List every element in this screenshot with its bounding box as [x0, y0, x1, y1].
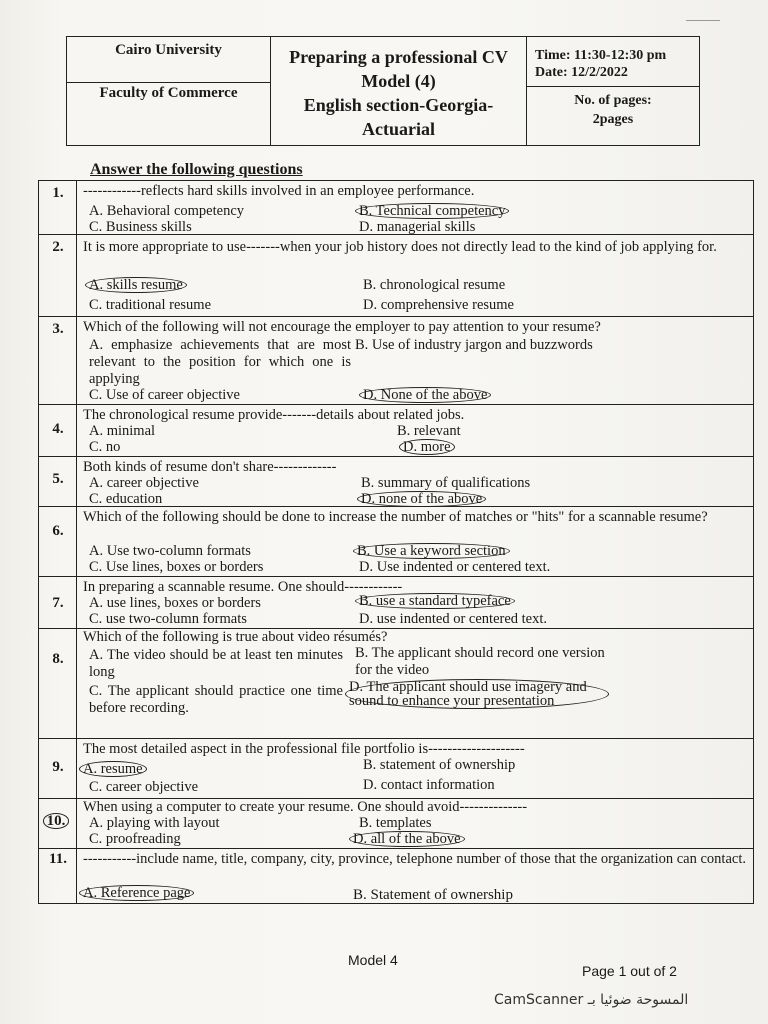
- question-body: [83, 851, 747, 868]
- question-number: 6.: [52, 523, 64, 539]
- option-c[interactable]: C. traditional resume: [89, 297, 212, 313]
- question-stem: The most detailed aspect in the professional file portfolio is--------------------: [83, 741, 525, 757]
- page-number: Page 1 out of 2: [582, 963, 677, 979]
- question-row: [39, 405, 753, 457]
- option-d[interactable]: D. use indented or centered text.: [359, 611, 548, 627]
- option-d[interactable]: [353, 831, 465, 848]
- question-stem: Which of the following is true about video résumés?: [83, 629, 388, 645]
- exam-header: [66, 36, 700, 146]
- option-b[interactable]: B. statement of ownership: [363, 757, 516, 773]
- option-b[interactable]: [357, 543, 510, 560]
- exam-date: Date: 12/2/2022: [535, 65, 628, 80]
- question-stem: Which of the following should be done to increase the number of matches or "hits" for a scannable resume?: [83, 509, 708, 525]
- option-a[interactable]: [83, 885, 194, 902]
- option-a[interactable]: A. The video should be at least ten minutes long: [89, 647, 343, 680]
- option-d[interactable]: D. comprehensive resume: [363, 297, 514, 313]
- option-c[interactable]: C. Use of career objective: [89, 387, 240, 403]
- answer-circle: B. Technical competency: [355, 203, 509, 219]
- question-number: 1.: [52, 185, 64, 201]
- question-stem: When using a computer to create your resume. One should avoid--------------: [83, 799, 528, 815]
- title-line-2: Model (4): [361, 71, 436, 91]
- scanner-watermark: CamScanner المسوحة ضوئيا بـ: [494, 992, 689, 1008]
- option-c[interactable]: C. use two-column formats: [89, 611, 247, 627]
- question-stem: Both kinds of resume don't share-------------: [83, 459, 337, 475]
- time-date-cell: [527, 37, 699, 87]
- option-d[interactable]: D. contact information: [363, 777, 495, 793]
- option-a[interactable]: A. use lines, boxes or borders: [89, 595, 261, 611]
- question-number: 5.: [52, 471, 64, 487]
- option-b[interactable]: [359, 203, 509, 220]
- question-body: [83, 183, 747, 200]
- question-number: 8.: [52, 651, 64, 667]
- divider: [686, 20, 720, 21]
- question-body: [83, 799, 747, 816]
- answer-circle: B. use a standard typeface: [355, 593, 515, 609]
- question-stem: -----------include name, title, company, city, province, telephone number of those that the organization can contact.: [83, 851, 746, 867]
- question-stem: It is more appropriate to use-------when your job history does not directly lead to the kind of job applying for.: [83, 239, 717, 255]
- question-stem: The chronological resume provide-------details about related jobs.: [83, 407, 465, 423]
- question-row: [39, 849, 753, 905]
- option-a[interactable]: A. Behavioral competency: [89, 203, 245, 219]
- title-line-1: Preparing a professional CV: [289, 47, 508, 67]
- title-line-4: Actuarial: [362, 119, 435, 139]
- option-b[interactable]: B. summary of qualifications: [361, 475, 531, 491]
- answer-circle: B. Use a keyword section: [353, 543, 510, 559]
- question-body: [83, 319, 747, 336]
- option-d[interactable]: D. Use indented or centered text.: [359, 559, 551, 575]
- question-body: [83, 407, 747, 424]
- option-c[interactable]: C. career objective: [89, 779, 199, 795]
- header-left: [67, 37, 271, 145]
- questions-table: [38, 180, 754, 904]
- option-d[interactable]: [361, 491, 486, 508]
- option-d[interactable]: [403, 439, 455, 456]
- option-b[interactable]: B. chronological resume: [363, 277, 506, 293]
- question-row: [39, 799, 753, 849]
- faculty-name: Faculty of Commerce: [99, 85, 238, 101]
- option-a[interactable]: [83, 761, 147, 778]
- instructions: Answer the following questions: [90, 161, 303, 178]
- question-number: [39, 813, 77, 830]
- answer-circle: 10.: [43, 813, 70, 829]
- option-c[interactable]: C. Use lines, boxes or borders: [89, 559, 264, 575]
- question-number: 7.: [52, 595, 64, 611]
- question-body: [83, 629, 747, 646]
- question-row: [39, 181, 753, 235]
- answer-circle: A. skills resume: [85, 277, 187, 293]
- answer-circle: A. resume: [79, 761, 147, 777]
- option-d[interactable]: [363, 387, 491, 404]
- exam-time: Time: 11:30-12:30 pm: [535, 48, 667, 63]
- question-stem: Which of the following will not encourage the employer to pay attention to your resume?: [83, 319, 601, 335]
- option-c[interactable]: C. The applicant should practice one time before recording.: [89, 683, 343, 716]
- question-number: 2.: [52, 239, 64, 255]
- question-body: [83, 239, 747, 256]
- question-row: [39, 507, 753, 577]
- option-b[interactable]: [359, 593, 515, 610]
- option-c[interactable]: C. Business skills: [89, 219, 192, 235]
- question-number: 4.: [52, 421, 64, 437]
- model-label: Model 4: [348, 952, 398, 968]
- option-a[interactable]: A. career objective: [89, 475, 199, 491]
- answer-circle: D. The applicant should use imagery and sound to enhance your presentation: [345, 679, 609, 709]
- title-line-3: English section-Georgia-: [303, 95, 494, 115]
- question-body: [83, 509, 747, 526]
- question-row: [39, 235, 753, 317]
- option-b[interactable]: B. Statement of ownership: [353, 887, 513, 903]
- question-row: [39, 577, 753, 629]
- question-body: [83, 459, 747, 476]
- question-number: 3.: [52, 321, 64, 337]
- question-body: [83, 741, 747, 758]
- question-stem: In preparing a scannable resume. One should------------: [83, 579, 403, 595]
- option-c[interactable]: C. no: [89, 439, 121, 455]
- pages-value: 2pages: [592, 112, 634, 127]
- answer-circle: D. none of the above: [357, 491, 486, 507]
- option-a[interactable]: A. Use two-column formats: [89, 543, 251, 559]
- answer-circle: A. Reference page: [79, 885, 194, 901]
- question-row: [39, 457, 753, 507]
- answer-circle: D. more: [399, 439, 455, 455]
- university-name: Cairo University: [67, 37, 270, 83]
- question-row: [39, 629, 753, 739]
- option-d[interactable]: D. managerial skills: [359, 219, 476, 235]
- option-b[interactable]: B. Use of industry jargon and buzzwords: [355, 337, 593, 353]
- option-a[interactable]: A. minimal: [89, 423, 156, 439]
- answer-circle: D. None of the above: [359, 387, 491, 403]
- question-number: 9.: [52, 759, 64, 775]
- answer-circle: D. all of the above: [349, 831, 465, 847]
- option-c[interactable]: C. proofreading: [89, 831, 181, 847]
- option-d[interactable]: [349, 679, 609, 710]
- option-a[interactable]: [89, 277, 187, 294]
- pages-cell: [527, 87, 699, 145]
- option-b[interactable]: B. relevant: [397, 423, 461, 439]
- question-row: [39, 317, 753, 405]
- option-b[interactable]: B. The applicant should record one version for the video: [355, 645, 605, 678]
- question-stem: ------------reflects hard skills involved in an employee performance.: [83, 183, 475, 199]
- option-a[interactable]: A. playing with layout: [89, 815, 220, 831]
- exam-title: [271, 37, 527, 145]
- option-c[interactable]: C. education: [89, 491, 163, 507]
- question-number: 11.: [49, 851, 67, 867]
- option-a[interactable]: A. emphasize achievements that are most relevant to the position for which one is applying: [89, 337, 351, 387]
- pages-label: No. of pages:: [574, 93, 652, 108]
- question-row: [39, 739, 753, 799]
- header-right: [527, 37, 699, 145]
- option-b[interactable]: B. templates: [359, 815, 432, 831]
